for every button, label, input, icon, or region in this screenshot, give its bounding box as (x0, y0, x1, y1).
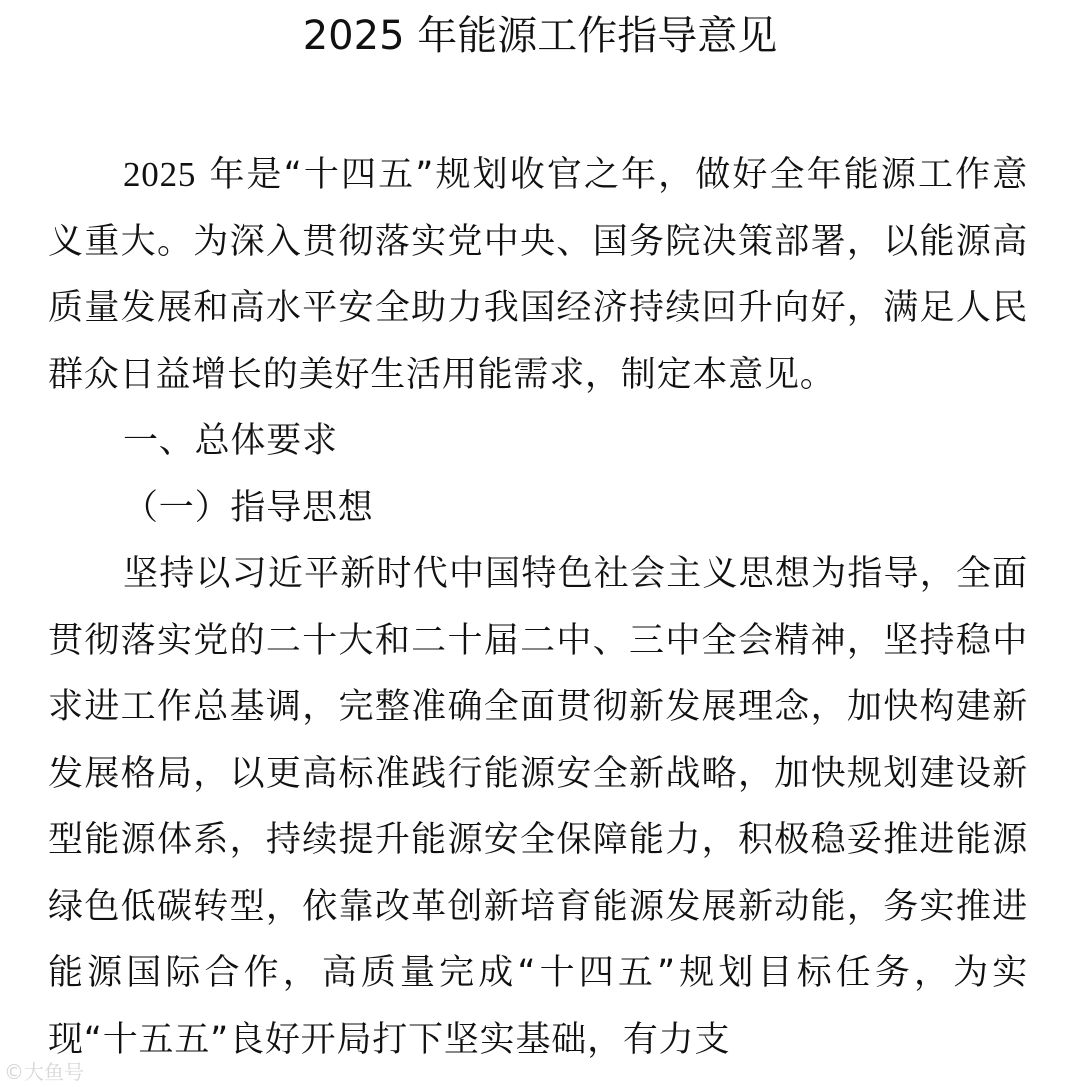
document-title: 2025 年能源工作指导意见 (302, 13, 778, 59)
guiding-paragraph: 坚持以习近平新时代中国特色社会主义思想为指导，全面贯彻落实党的二十大和二十届二中、三中全会精神，坚持稳中求进工作总基调，完整准确全面贯彻新发展理念，加快构建新发展格局，以更高标准践行能源安全新战略，加快规划建设新型能源体系，持续提升能源安全保障能力，积极稳妥推进能源绿色低碳转型，依靠改革创新培育能源发展新动能，务实推进能源国际合作，高质量完成“十四五”规划目标任务，为实现“十五五”良好开局打下坚实基础，有力支 (48, 554, 1028, 1060)
section-heading: 一、总体要求 (123, 421, 338, 461)
document-body (48, 142, 1028, 1073)
subsection-heading: （一）指导思想 (123, 487, 374, 528)
intro-paragraph (48, 142, 1028, 408)
intro-text: 年是“十四五”规划收官之年，做好全年能源工作意义重大。为深入贯彻落实党中央、国务院决策部署，以能源高质量发展和高水平安全助力我国经济持续回升向好，满足人民群众日益增长的美好生活用能需求，制定本意见。 (48, 155, 1028, 395)
watermark-logo: ©大鱼号 (4, 1060, 84, 1084)
intro-year: 2025 (123, 155, 197, 194)
